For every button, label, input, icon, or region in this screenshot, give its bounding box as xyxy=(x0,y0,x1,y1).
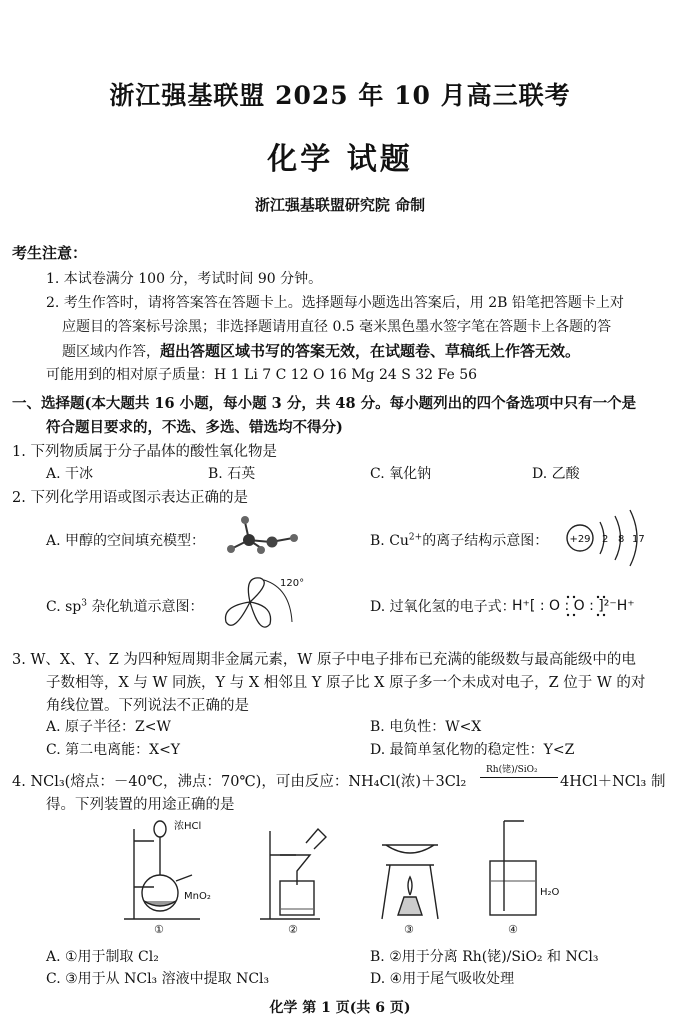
q2-d-text: D. 过氧化氢的电子式： xyxy=(370,599,516,615)
q4-stem-line-1b: 4HCl＋NCl₃ 制 xyxy=(560,774,666,790)
q1-option-c: C. 氧化钠 xyxy=(370,466,432,482)
nucleus-charge: +29 xyxy=(569,534,591,545)
orbital-angle: 120° xyxy=(280,578,305,589)
apparatus-4 xyxy=(490,821,536,915)
q2-option-b xyxy=(370,530,548,550)
q3-stem-line-2: 子数相等，X 与 W 同族，Y 与 X 相邻且 Y 原子比 X 原子多一个未成对电子，Z 位于 W 的对 xyxy=(46,675,646,691)
exam-maker: 浙江强基联盟研究院 命制 xyxy=(254,196,426,214)
q2-c-suffix: 杂化轨道示意图： xyxy=(87,599,204,615)
methanol-model-figure xyxy=(215,512,305,562)
q3-stem-line-3: 角线位置。下列说法不正确的是 xyxy=(46,698,249,714)
q3-option-a: A. 原子半径：Z<W xyxy=(46,719,171,735)
apparatus-figures xyxy=(120,815,580,937)
apparatus-2 xyxy=(260,829,326,919)
shell-2: 8 xyxy=(618,534,625,545)
q4-option-b: B. ②用于分离 Rh(铑)/SiO₂ 和 NCl₃ xyxy=(370,949,599,965)
section-heading-line-2: 符合题目要求的，不选、多选、错选均不得分) xyxy=(46,419,343,436)
q1-option-a: A. 干冰 xyxy=(46,466,94,482)
q1-option-d: D. 乙酸 xyxy=(532,466,580,482)
notice-heading: 考生注意： xyxy=(12,244,88,262)
q4-option-d: D. ④用于尾气吸收处理 xyxy=(370,971,515,987)
q2-c-prefix: C. sp xyxy=(46,599,82,615)
notice-emphasis: 超出答题区域书写的答案无效，在试题卷、草稿纸上作答无效。 xyxy=(160,342,581,360)
q2-stem: 2. 下列化学用语或图示表达正确的是 xyxy=(12,490,248,506)
notice-item-2-line-2: 应题目的答案标号涂黑；非选择题请用直径 0.5 毫米黑色墨水签字笔在答题卡上各题的答 xyxy=(62,319,612,335)
section-heading-line-1: 一、选择题(本大题共 16 小题，每小题 3 分，共 48 分。每小题列出的四个备选项中只有一个是 xyxy=(12,395,637,412)
q4-stem-line-1a: 4. NCl₃(熔点：－40℃，沸点：70℃)，可由反应：NH₄Cl(浓)＋3Cl₂ xyxy=(12,774,467,790)
q2-option-d xyxy=(370,596,516,616)
q3-option-c: C. 第二电离能：X<Y xyxy=(46,742,181,758)
fig-label-4: ④ xyxy=(508,923,518,936)
svg-text:H⁺[ : O : O : ]²⁻H⁺: H⁺[ : O : O : ]²⁻H⁺ xyxy=(512,598,635,614)
label-conc-hcl: 浓HCl xyxy=(174,821,202,832)
shell-3: 17 xyxy=(632,534,645,545)
q4-option-c: C. ③用于从 NCl₃ 溶液中提取 NCl₃ xyxy=(46,971,270,987)
q2-b-suffix: 的离子结构示意图： xyxy=(422,533,549,549)
page-footer: 化学 第 1 页(共 6 页) xyxy=(269,1000,411,1016)
fig-label-1: ① xyxy=(154,923,164,936)
q2-option-c xyxy=(46,596,203,616)
q2-b-charge: 2+ xyxy=(408,532,423,543)
notice-item-2-line-1: 2. 考生作答时，请将答案答在答题卡上。选择题每小题选出答案后，用 2B 铅笔把答题卡上对 xyxy=(46,295,624,311)
shell-1: 2 xyxy=(602,534,609,545)
exam-title: 浙江强基联盟 2025 年 10 月高三联考 xyxy=(109,81,571,110)
reaction-arrow xyxy=(480,777,558,778)
q3-stem-line-1: 3. W、X、Y、Z 为四种短周期非金属元素，W 原子中电子排布已充满的能级数与最高能级中的电 xyxy=(12,652,636,668)
fig-label-3: ③ xyxy=(404,923,414,936)
q1-option-b: B. 石英 xyxy=(208,466,256,482)
h2o2-electron-formula xyxy=(510,592,675,618)
notice-text: 题区域内作答， xyxy=(62,344,160,360)
q4-catalyst: Rh(铑)/SiO₂ xyxy=(486,765,538,775)
q2-c-sup: 3 xyxy=(81,598,87,609)
cu-ion-structure-figure xyxy=(560,508,668,570)
apparatus-3 xyxy=(382,845,438,919)
q4-stem-line-2: 得。下列装置的用途正确的是 xyxy=(46,797,235,813)
q2-b-prefix: B. Cu xyxy=(370,533,409,549)
label-h2o: H₂O xyxy=(540,887,560,898)
exam-subject: 化学 试题 xyxy=(267,142,413,177)
notice-item-1: 1. 本试卷满分 100 分，考试时间 90 分钟。 xyxy=(46,271,323,287)
q2-option-a: A. 甲醇的空间填充模型： xyxy=(46,533,206,549)
q4-option-a: A. ①用于制取 Cl₂ xyxy=(46,949,159,965)
q1-stem: 1. 下列物质属于分子晶体的酸性氧化物是 xyxy=(12,444,277,460)
q3-option-b: B. 电负性：W<X xyxy=(370,719,482,735)
label-mno2: MnO₂ xyxy=(184,891,211,902)
sp3-orbital-figure xyxy=(214,572,314,636)
notice-item-2-line-3 xyxy=(62,340,580,361)
q3-option-d: D. 最简单氢化物的稳定性：Y<Z xyxy=(370,742,575,758)
fig-label-2: ② xyxy=(288,923,298,936)
atomic-mass-line: 可能用到的相对原子质量：H 1 Li 7 C 12 O 16 Mg 24 S 32 Fe 56 xyxy=(46,367,478,383)
apparatus-1 xyxy=(124,821,200,919)
